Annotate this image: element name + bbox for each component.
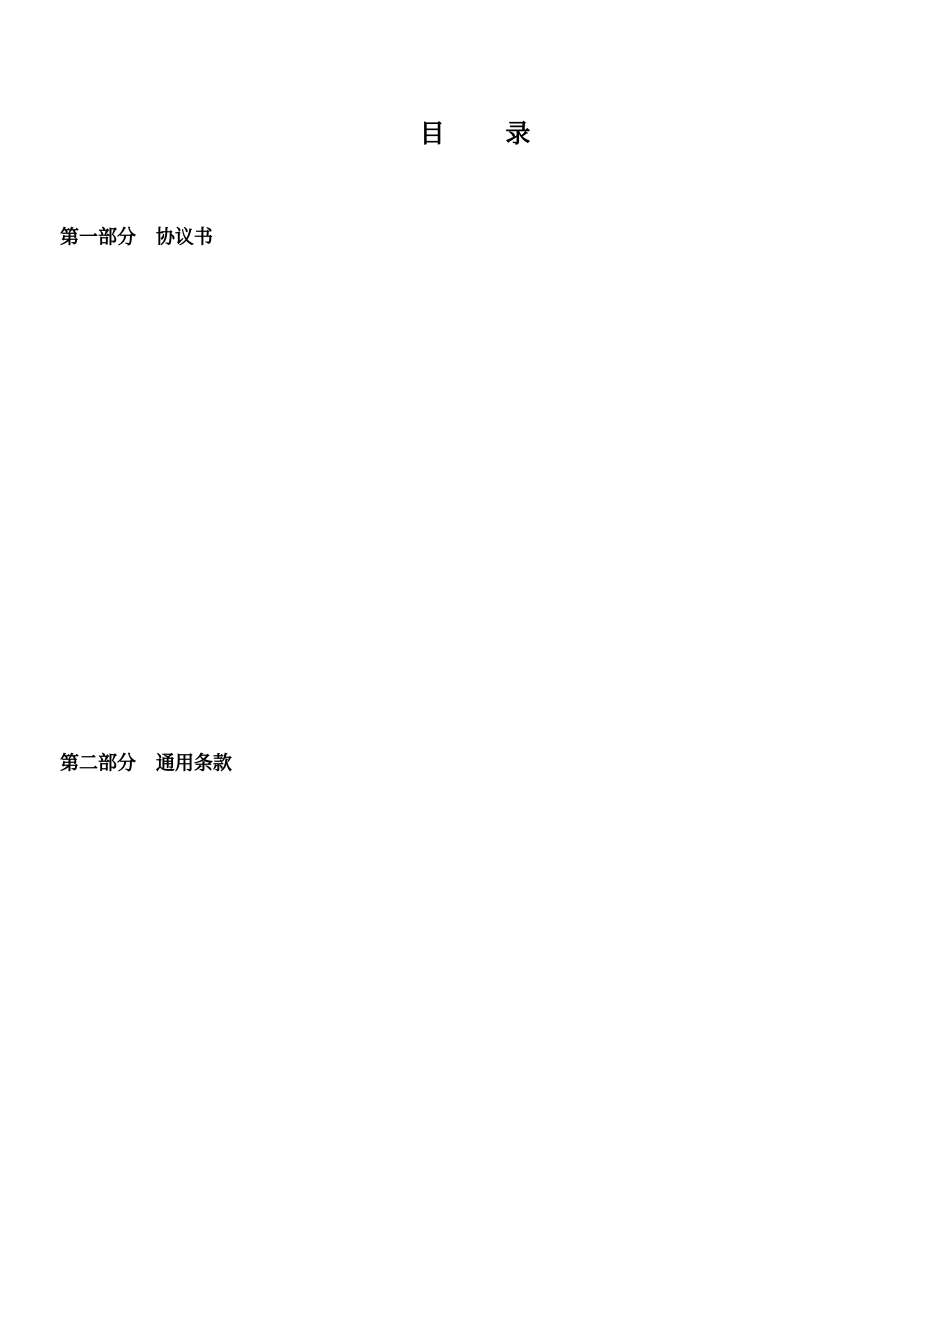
part1-heading: 第一部分 协议书 <box>60 226 213 248</box>
part2-heading: 第二部分 通用条款 <box>60 752 232 774</box>
page-title: 目 录 <box>419 119 557 148</box>
